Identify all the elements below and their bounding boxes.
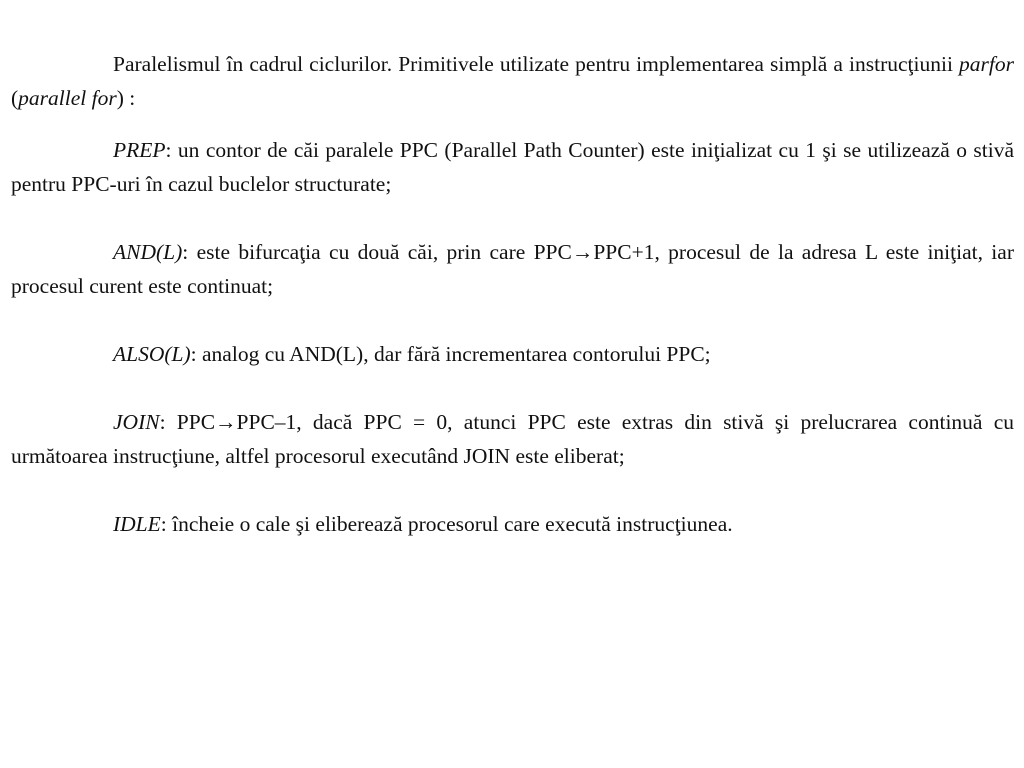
item-description: : încheie o cale şi eliberează procesorul care execută instrucţiunea.: [160, 512, 733, 536]
item-term: IDLE: [113, 512, 161, 536]
item-join: [11, 405, 1014, 473]
item-description: : PPC→PPC–1, dacă PPC = 0, atunci PPC este extras din stivă şi prelucrarea continuă cu următoarea instrucţiune, altfel procesorul executând JOIN este eliberat;: [11, 410, 1014, 468]
item-also: [11, 337, 1014, 371]
intro-end: ) :: [116, 86, 136, 110]
item-description: : este bifurcaţia cu două căi, prin care PPC→PPC+1, procesul de la adresa L este iniţiat, iar procesul curent este continuat;: [11, 240, 1014, 298]
item-and: [11, 235, 1014, 303]
item-description: : un contor de căi paralele PPC (Parallel Path Counter) este iniţializat cu 1 şi se utilizează o stivă pentru PPC-uri în cazul buclelor structurate;: [11, 138, 1014, 196]
intro-term-parallel-for: parallel for: [18, 86, 117, 110]
intro-paragraph: [11, 47, 1014, 115]
item-term: ALSO(L): [113, 342, 191, 366]
intro-text: Paralelismul în cadrul ciclurilor. Primitivele utilizate pentru implementarea simplă a instrucţiunii: [113, 52, 960, 76]
item-prep: [11, 133, 1014, 201]
item-term: JOIN: [113, 410, 160, 434]
item-description: : analog cu AND(L), dar fără incrementarea contorului PPC;: [190, 342, 711, 366]
intro-term-parfor: parfor: [959, 52, 1014, 76]
intro-paren-open: (: [11, 86, 19, 110]
slide-content: [11, 47, 1014, 541]
item-idle: [11, 507, 1014, 541]
item-term: AND(L): [113, 240, 183, 264]
item-term: PREP: [113, 138, 166, 162]
